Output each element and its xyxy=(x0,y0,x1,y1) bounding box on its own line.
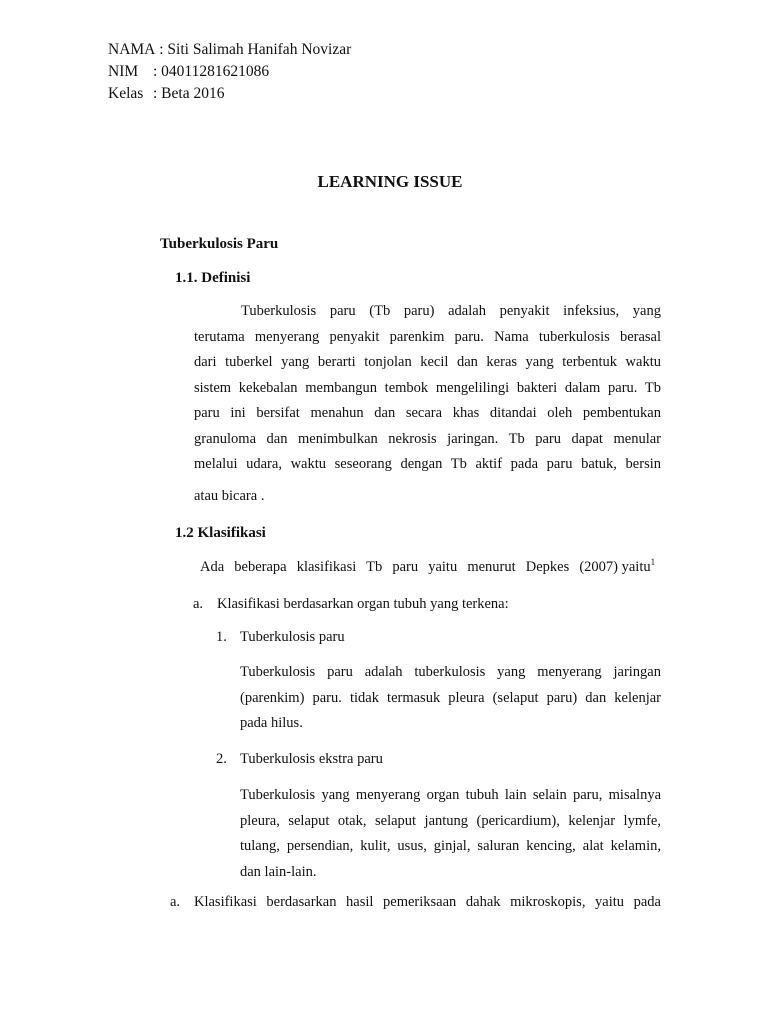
klasifikasi-intro-text: Ada beberapa klasifikasi Tb paru yaitu menurut Depkes (2007) xyxy=(200,559,618,575)
list-item-b-text: Klasifikasi berdasarkan hasil pemeriksaan dahak mikroskopis, yaitu pada xyxy=(194,894,661,910)
klasifikasi-intro xyxy=(200,559,661,576)
klasifikasi-intro-tail: yaitu xyxy=(621,559,651,575)
definisi-line: terutama menyerang penyakit parenkim paru. Nama tuberkulosis berasal xyxy=(194,328,661,345)
definisi-paragraph xyxy=(194,299,661,478)
sublist-1-line: pada hilus. xyxy=(240,715,303,731)
header-kelas xyxy=(108,85,224,103)
definisi-line: paru ini bersifat menahun dan secara khas ditandai oleh pembentukan xyxy=(194,405,661,421)
definisi-line: dari tuberkel yang berarti tonjolan kecil dan keras yang terbentuk waktu xyxy=(194,354,661,370)
section-heading: Tuberkulosis Paru xyxy=(160,236,279,252)
definisi-line: melalui udara, waktu seseorang dengan Tb aktif pada paru batuk, bersin xyxy=(194,456,661,472)
nama-value: : Siti Salimah Hanifah Novizar xyxy=(159,41,352,58)
footnote-mark: 1 xyxy=(650,557,656,567)
kelas-value: : Beta 2016 xyxy=(153,85,225,102)
sublist-2-line: tulang, persendian, kulit, usus, ginjal, saluran kencing, alat kelamin, xyxy=(240,838,661,854)
list-item-a-marker: a. xyxy=(193,596,204,612)
sublist-1-line: Tuberkulosis paru adalah tuberkulosis yang menyerang jaringan xyxy=(240,664,661,680)
header-nama xyxy=(108,41,351,59)
sublist-2-line: pleura, selaput otak, selaput jantung (pericardium), kelenjar lymfe, xyxy=(240,812,661,829)
sublist-2-line: Tuberkulosis yang menyerang organ tubuh lain selain paru, misalnya xyxy=(240,787,661,803)
header-nim xyxy=(108,63,269,81)
sublist-1-line: (parenkim) paru. tidak termasuk pleura (selaput paru) dan kelenjar xyxy=(240,689,661,706)
definisi-line: Tuberkulosis paru (Tb paru) adalah penyakit infeksius, yang xyxy=(241,303,661,319)
list-item-b-marker: a. xyxy=(170,894,181,910)
nim-label: NIM xyxy=(108,63,139,80)
list-item-a-text: Klasifikasi berdasarkan organ tubuh yang terkena: xyxy=(217,596,509,612)
page-title: LEARNING ISSUE xyxy=(317,172,463,191)
definisi-line: sistem kekebalan membangun tembok mengelilingi bakteri dalam paru. Tb xyxy=(194,379,661,396)
sublist-1-title: Tuberkulosis paru xyxy=(240,629,345,645)
sublist-2-title: Tuberkulosis ekstra paru xyxy=(240,751,383,767)
definisi-heading: 1.1. Definisi xyxy=(175,270,251,286)
kelas-label: Kelas xyxy=(108,85,144,102)
klasifikasi-heading: 1.2 Klasifikasi xyxy=(175,525,266,541)
sublist-2-paragraph xyxy=(240,783,661,885)
sublist-2-marker: 2. xyxy=(216,751,227,767)
nim-value: : 04011281621086 xyxy=(153,63,270,80)
definisi-line: granuloma dan menimbulkan nekrosis jaringan. Tb paru dapat menular xyxy=(194,430,661,447)
nama-label: NAMA xyxy=(108,41,156,58)
definisi-last-line: atau bicara . xyxy=(194,488,265,504)
sublist-1-paragraph xyxy=(240,660,661,737)
sublist-2-line: dan lain-lain. xyxy=(240,863,317,880)
sublist-1-marker: 1. xyxy=(216,629,227,645)
